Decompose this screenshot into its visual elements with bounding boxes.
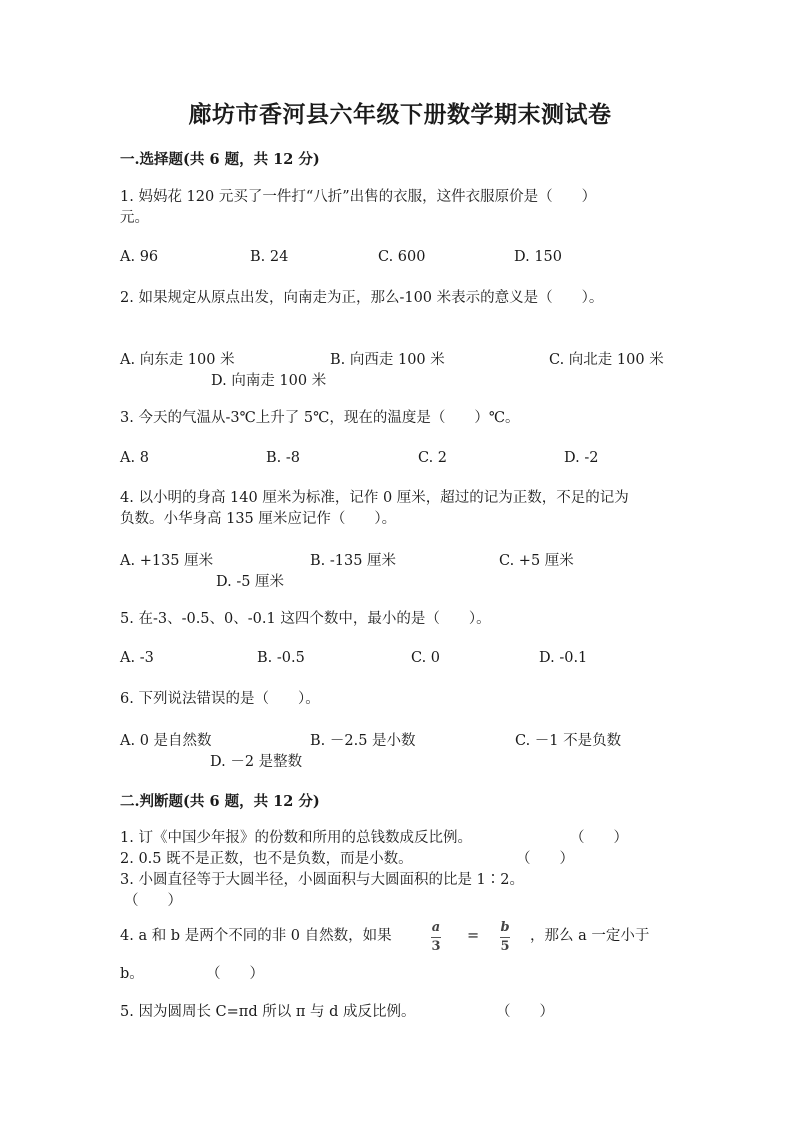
question-3-option-c: C. 2 — [418, 450, 448, 466]
section-heading-choice: 一.选择题(共 6 题，共 12 分) — [120, 151, 320, 168]
question-1-option-d: D. 150 — [514, 249, 563, 265]
question-2-option-b: B. 向西走 100 米 — [330, 352, 445, 368]
question-5-option-b: B. -0.5 — [257, 650, 305, 666]
question-4-text: 4. 以小明的身高 140 厘米为标准，记作 0 厘米，超过的记为正数，不足的记为 — [120, 490, 629, 506]
fraction-numerator: b — [500, 920, 510, 935]
question-6-option-b: B. －2.5 是小数 — [310, 733, 416, 749]
question-5-option-d: D. -0.1 — [539, 650, 588, 666]
judgement-4-text-suffix: ，那么 a 一定小于 — [530, 928, 650, 944]
judgement-4-text: 4. a 和 b 是两个不同的非 0 自然数，如果 — [120, 928, 392, 944]
judgement-4-answer-blank[interactable]: （ ） — [206, 966, 264, 982]
question-3-option-b: B. -8 — [266, 450, 300, 466]
question-4-option-d: D. -5 厘米 — [216, 574, 285, 590]
question-2-option-c: C. 向北走 100 米 — [549, 352, 664, 368]
fraction-denominator: 5 — [500, 939, 510, 954]
judgement-5-text: 5. 因为圆周长 C=πd 所以 π 与 d 成反比例。 — [120, 1004, 416, 1020]
page-title: 廊坊市香河县六年级下册数学期末测试卷 — [188, 101, 612, 128]
judgement-2-text: 2. 0.5 既不是正数，也不是负数，而是小数。 — [120, 851, 413, 867]
question-3-text: 3. 今天的气温从-3℃上升了 5℃，现在的温度是（ ）℃。 — [120, 410, 520, 426]
question-2-option-a: A. 向东走 100 米 — [120, 352, 235, 368]
judgement-1-answer-blank[interactable]: （ ） — [570, 830, 628, 846]
question-2-option-d: D. 向南走 100 米 — [211, 373, 327, 389]
question-2-text: 2. 如果规定从原点出发，向南走为正，那么-100 米表示的意义是（ ）。 — [120, 290, 604, 306]
question-5-option-c: C. 0 — [411, 650, 441, 666]
fraction-denominator: 3 — [431, 939, 441, 954]
judgement-4-text-cont: b。 — [120, 966, 144, 982]
question-1-text-cont: 元。 — [120, 210, 149, 226]
question-1-option-b: B. 24 — [250, 249, 289, 265]
question-6-option-a: A. 0 是自然数 — [120, 733, 212, 749]
fraction-a-over-3 — [431, 920, 441, 955]
question-4-option-b: B. -135 厘米 — [310, 553, 397, 569]
judgement-3-answer-blank[interactable]: （ ） — [124, 893, 182, 909]
question-3-option-a: A. 8 — [120, 450, 149, 466]
question-3-option-d: D. -2 — [564, 450, 599, 466]
question-1-option-c: C. 600 — [378, 249, 426, 265]
question-6-option-c: C. －1 不是负数 — [515, 733, 622, 749]
judgement-5-answer-blank[interactable]: （ ） — [496, 1004, 554, 1020]
equals-sign: = — [467, 928, 480, 944]
fraction-bar — [500, 937, 510, 938]
judgement-2-answer-blank[interactable]: （ ） — [516, 851, 574, 867]
judgement-3-text: 3. 小圆直径等于大圆半径，小圆面积与大圆面积的比是 1∶2。 — [120, 872, 525, 888]
question-4-option-c: C. +5 厘米 — [499, 553, 574, 569]
fraction-b-over-5 — [500, 920, 510, 955]
question-4-option-a: A. +135 厘米 — [120, 553, 214, 569]
question-6-text: 6. 下列说法错误的是（ ）。 — [120, 691, 320, 707]
question-4-text-cont: 负数。小华身高 135 厘米应记作（ ）。 — [120, 511, 397, 527]
section-heading-judgement: 二.判断题(共 6 题，共 12 分) — [120, 793, 320, 810]
question-5-text: 5. 在-3、-0.5、0、-0.1 这四个数中，最小的是（ ）。 — [120, 611, 491, 627]
fraction-numerator: a — [431, 920, 441, 935]
question-6-option-d: D. －2 是整数 — [210, 754, 303, 770]
judgement-1-text: 1. 订《中国少年报》的份数和所用的总钱数成反比例。 — [120, 830, 472, 846]
question-1-option-a: A. 96 — [120, 249, 159, 265]
question-1-text: 1. 妈妈花 120 元买了一件打“八折”出售的衣服，这件衣服原价是（ ） — [120, 189, 597, 205]
fraction-bar — [431, 937, 441, 938]
question-5-option-a: A. -3 — [120, 650, 154, 666]
